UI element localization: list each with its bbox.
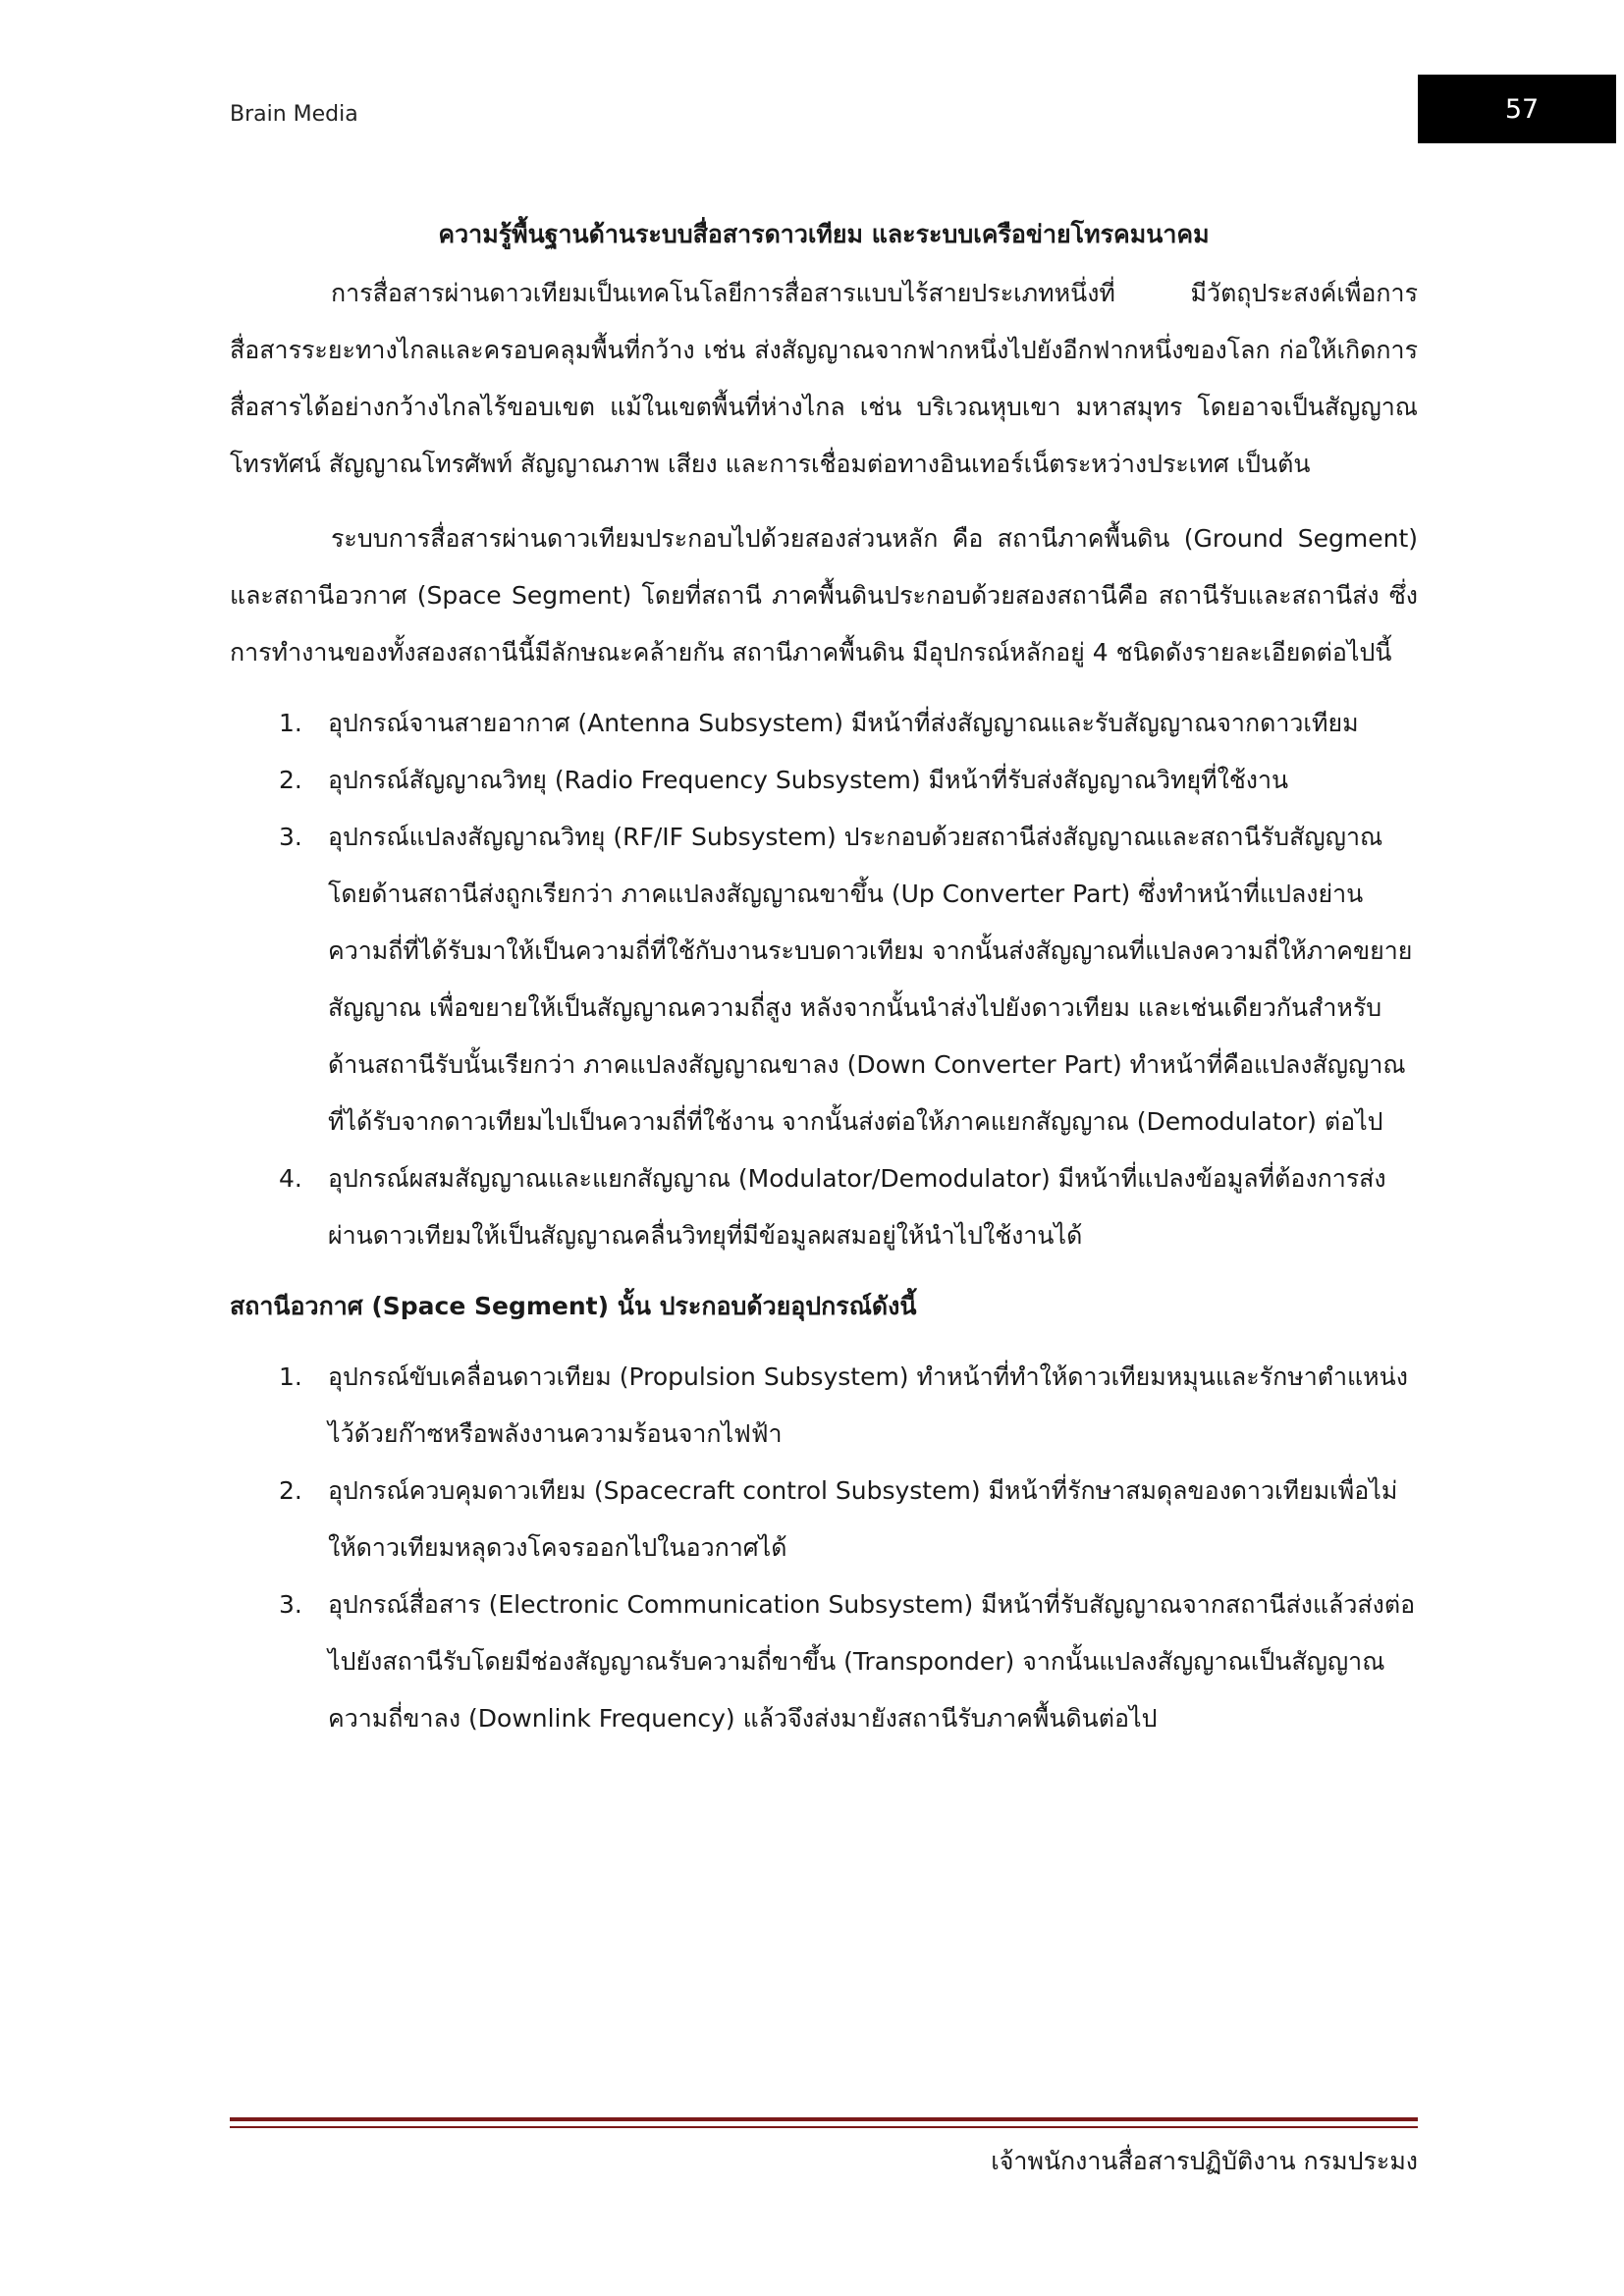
list-item	[230, 1150, 1418, 1264]
list-item	[230, 1576, 1418, 1747]
page-content	[230, 206, 1418, 1747]
footer-text: เจ้าพนักงานสื่อสารปฏิบัติงาน กรมประมง	[991, 2147, 1418, 2175]
ground-segment-paragraph: ระบบการสื่อสารผ่านดาวเทียมประกอบไปด้วยสองส่วนหลัก คือ สถานีภาคพื้นดิน (Ground Segment) และสถานีอวกาศ (Space Segment) โดยที่สถานี ภาคพื้นดินประกอบด้วยสองสถานีคือ สถานีรับและสถานีส่ง ซึ่งการทำงานของทั้งสองสถานีนี้มีลักษณะคล้ายกัน สถานีภาคพื้นดิน มีอุปกรณ์หลักอยู่ 4 ชนิดดังรายละเอียดต่อไปนี้	[230, 524, 1418, 667]
list-number: 4.	[279, 1164, 302, 1193]
space-segment-heading: สถานีอวกาศ (Space Segment) นั้น ประกอบด้วยอุปกรณ์ดังนี้	[230, 1292, 917, 1320]
list-text: อุปกรณ์แปลงสัญญาณวิทยุ (RF/IF Subsystem) ประกอบด้วยสถานีส่งสัญญาณและสถานีรับสัญญาณ โดยด้านสถานีส่งถูกเรียกว่า ภาคแปลงสัญญาณขาขึ้น (Up Converter Part) ซึ่งทำหน้าที่แปลงย่านความถี่ที่ได้รับมาให้เป็นความถี่ที่ใช้กับงานระบบดาวเทียม จากนั้นส่งสัญญาณที่แปลงความถี่ให้ภาคขยายสัญญาณ เพื่อขยายให้เป็นสัญญาณความถี่สูง หลังจากนั้นนำส่งไปยังดาวเทียม และเช่นเดียวกันสำหรับด้านสถานีรับนั้นเรียกว่า ภาคแปลงสัญญาณขาลง (Down Converter Part) ทำหน้าที่คือแปลงสัญญาณที่ได้รับจากดาวเทียมไปเป็นความถี่ที่ใช้งาน จากนั้นส่งต่อให้ภาคแยกสัญญาณ (Demodulator) ต่อไป	[328, 823, 1413, 1136]
page-title: ความรู้พื้นฐานด้านระบบสื่อสารดาวเทียม และระบบเครือข่ายโทรคมนาคม	[438, 220, 1210, 248]
list-text: อุปกรณ์จานสายอากาศ (Antenna Subsystem) มีหน้าที่ส่งสัญญาณและรับสัญญาณจากดาวเทียม	[328, 709, 1359, 737]
list-number: 2.	[279, 766, 302, 794]
list-number: 1.	[279, 709, 302, 737]
ground-equipment-list	[230, 695, 1418, 1264]
list-text: อุปกรณ์สัญญาณวิทยุ (Radio Frequency Subsystem) มีหน้าที่รับส่งสัญญาณวิทยุที่ใช้งาน	[328, 766, 1289, 794]
list-text: อุปกรณ์ควบคุมดาวเทียม (Spacecraft control Subsystem) มีหน้าที่รักษาสมดุลของดาวเทียมเพื่อไม่ให้ดาวเทียมหลุดวงโคจรออกไปในอวกาศได้	[328, 1476, 1398, 1562]
footer-rule-thin	[230, 2126, 1418, 2128]
list-text: อุปกรณ์ผสมสัญญาณและแยกสัญญาณ (Modulator/Demodulator) มีหน้าที่แปลงข้อมูลที่ต้องการส่งผ่านดาวเทียมให้เป็นสัญญาณคลื่นวิทยุที่มีข้อมูลผสมอยู่ให้นำไปใช้งานได้	[328, 1164, 1386, 1250]
list-number: 3.	[279, 823, 302, 851]
intro-paragraph: การสื่อสารผ่านดาวเทียมเป็นเทคโนโลยีการสื่อสารแบบไร้สายประเภทหนึ่งที่ มีวัตถุประสงค์เพื่อการสื่อสารระยะทางไกลและครอบคลุมพื้นที่กว้าง เช่น ส่งสัญญาณจากฟากหนึ่งไปยังอีกฟากหนึ่งของโลก ก่อให้เกิดการสื่อสารได้อย่างกว้างไกลไร้ขอบเขต แม้ในเขตพื้นที่ห่างไกล เช่น บริเวณหุบเขา มหาสมุทร โดยอาจเป็นสัญญาณโทรทัศน์ สัญญาณโทรศัพท์ สัญญาณภาพ เสียง และการเชื่อมต่อทางอินเทอร์เน็ตระหว่างประเทศ เป็นต้น	[230, 279, 1418, 478]
list-number: 2.	[279, 1476, 302, 1505]
list-item	[230, 809, 1418, 1150]
page-number-box	[1418, 75, 1616, 143]
list-number: 3.	[279, 1590, 302, 1619]
list-text: อุปกรณ์ขับเคลื่อนดาวเทียม (Propulsion Subsystem) ทำหน้าที่ทำให้ดาวเทียมหมุนและรักษาตำแหน่งไว้ด้วยก๊าซหรือพลังงานความร้อนจากไฟฟ้า	[328, 1362, 1408, 1448]
list-item	[230, 1463, 1418, 1576]
list-item	[230, 695, 1418, 752]
space-equipment-list	[230, 1349, 1418, 1747]
list-item	[230, 752, 1418, 809]
header-brand: Brain Media	[230, 102, 358, 127]
list-number: 1.	[279, 1362, 302, 1391]
page-number: 57	[1504, 93, 1540, 125]
footer-rule-thick	[230, 2117, 1418, 2121]
list-item	[230, 1349, 1418, 1463]
list-text: อุปกรณ์สื่อสาร (Electronic Communication Subsystem) มีหน้าที่รับสัญญาณจากสถานีส่งแล้วส่งต่อไปยังสถานีรับโดยมีช่องสัญญาณรับความถี่ขาขึ้น (Transponder) จากนั้นแปลงสัญญาณเป็นสัญญาณความถี่ขาลง (Downlink Frequency) แล้วจึงส่งมายังสถานีรับภาคพื้นดินต่อไป	[328, 1590, 1416, 1733]
